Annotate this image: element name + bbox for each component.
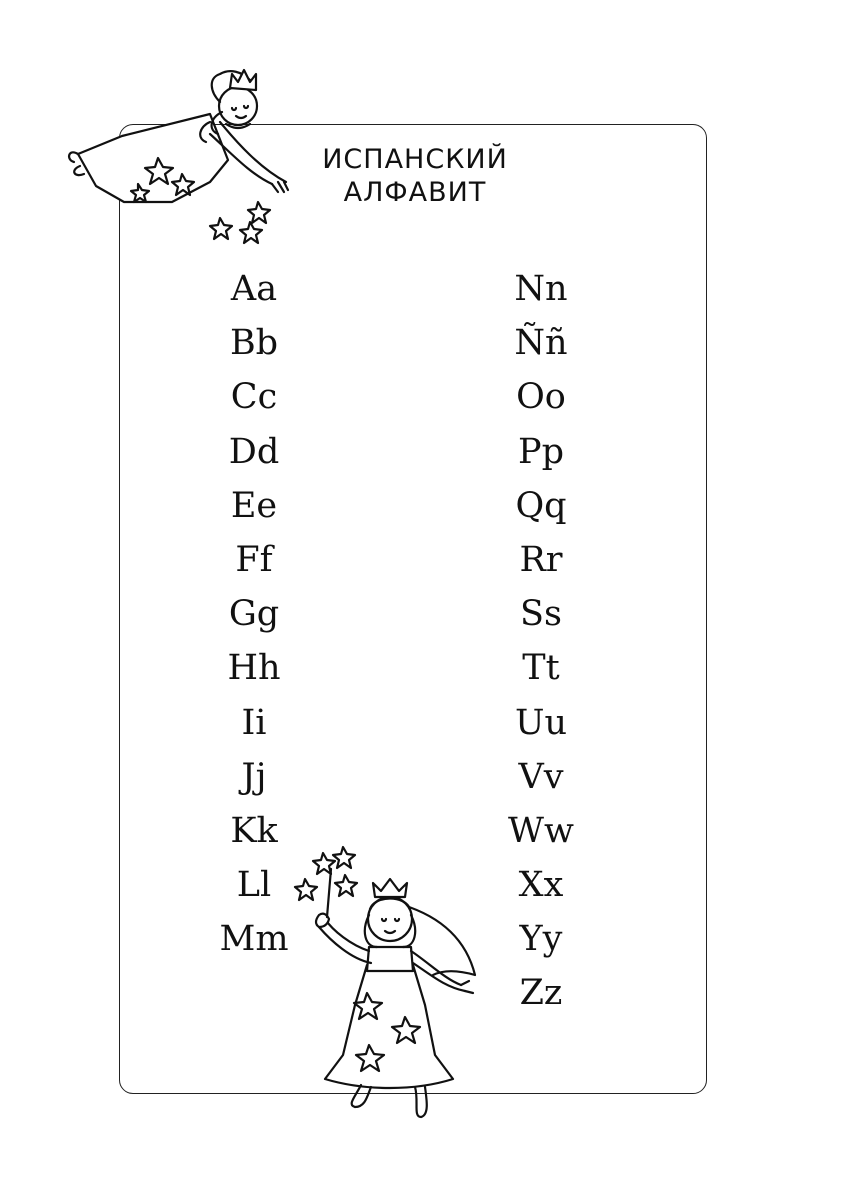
letter-pair: Ff xyxy=(235,539,273,580)
letter-pair: Dd xyxy=(228,431,280,472)
letter-pair: Tt xyxy=(522,648,560,689)
letter-pair: Jj xyxy=(241,756,267,797)
letter-pair: Hh xyxy=(227,648,281,689)
letter-pair: Ss xyxy=(520,594,562,635)
letter-pair: Kk xyxy=(230,810,278,851)
letter-pair: Ññ xyxy=(514,323,568,364)
letter-pair: Vv xyxy=(518,756,564,797)
letter-pair: Yy xyxy=(519,919,563,960)
letter-pair: Cc xyxy=(230,377,278,418)
letter-pair: Ii xyxy=(241,702,267,743)
letter-pair: Uu xyxy=(514,702,568,743)
letter-pair: Nn xyxy=(514,269,568,309)
letter-pair: Ee xyxy=(230,485,278,526)
letter-pair: Xx xyxy=(518,865,564,906)
letter-pair: Qq xyxy=(515,485,567,526)
title-line-1: ИСПАНСКИЙ xyxy=(322,144,508,175)
letter-pair: Mm xyxy=(219,919,289,960)
letter-pair: Rr xyxy=(519,539,563,580)
letter-pair: Gg xyxy=(228,594,280,635)
letter-pair: Aa xyxy=(230,269,278,309)
page-title xyxy=(270,143,560,209)
letter-pair: Pp xyxy=(518,431,564,472)
letter-pair: Ww xyxy=(508,810,574,851)
letter-pair: Oo xyxy=(516,377,566,418)
letter-pair: Ll xyxy=(236,865,272,906)
title-line-2: АЛФАВИТ xyxy=(343,177,487,208)
letter-pair: Bb xyxy=(229,323,279,364)
flying-fairy-illustration xyxy=(60,62,300,252)
princess-illustration xyxy=(285,835,495,1125)
letter-pair: Zz xyxy=(519,973,563,1014)
